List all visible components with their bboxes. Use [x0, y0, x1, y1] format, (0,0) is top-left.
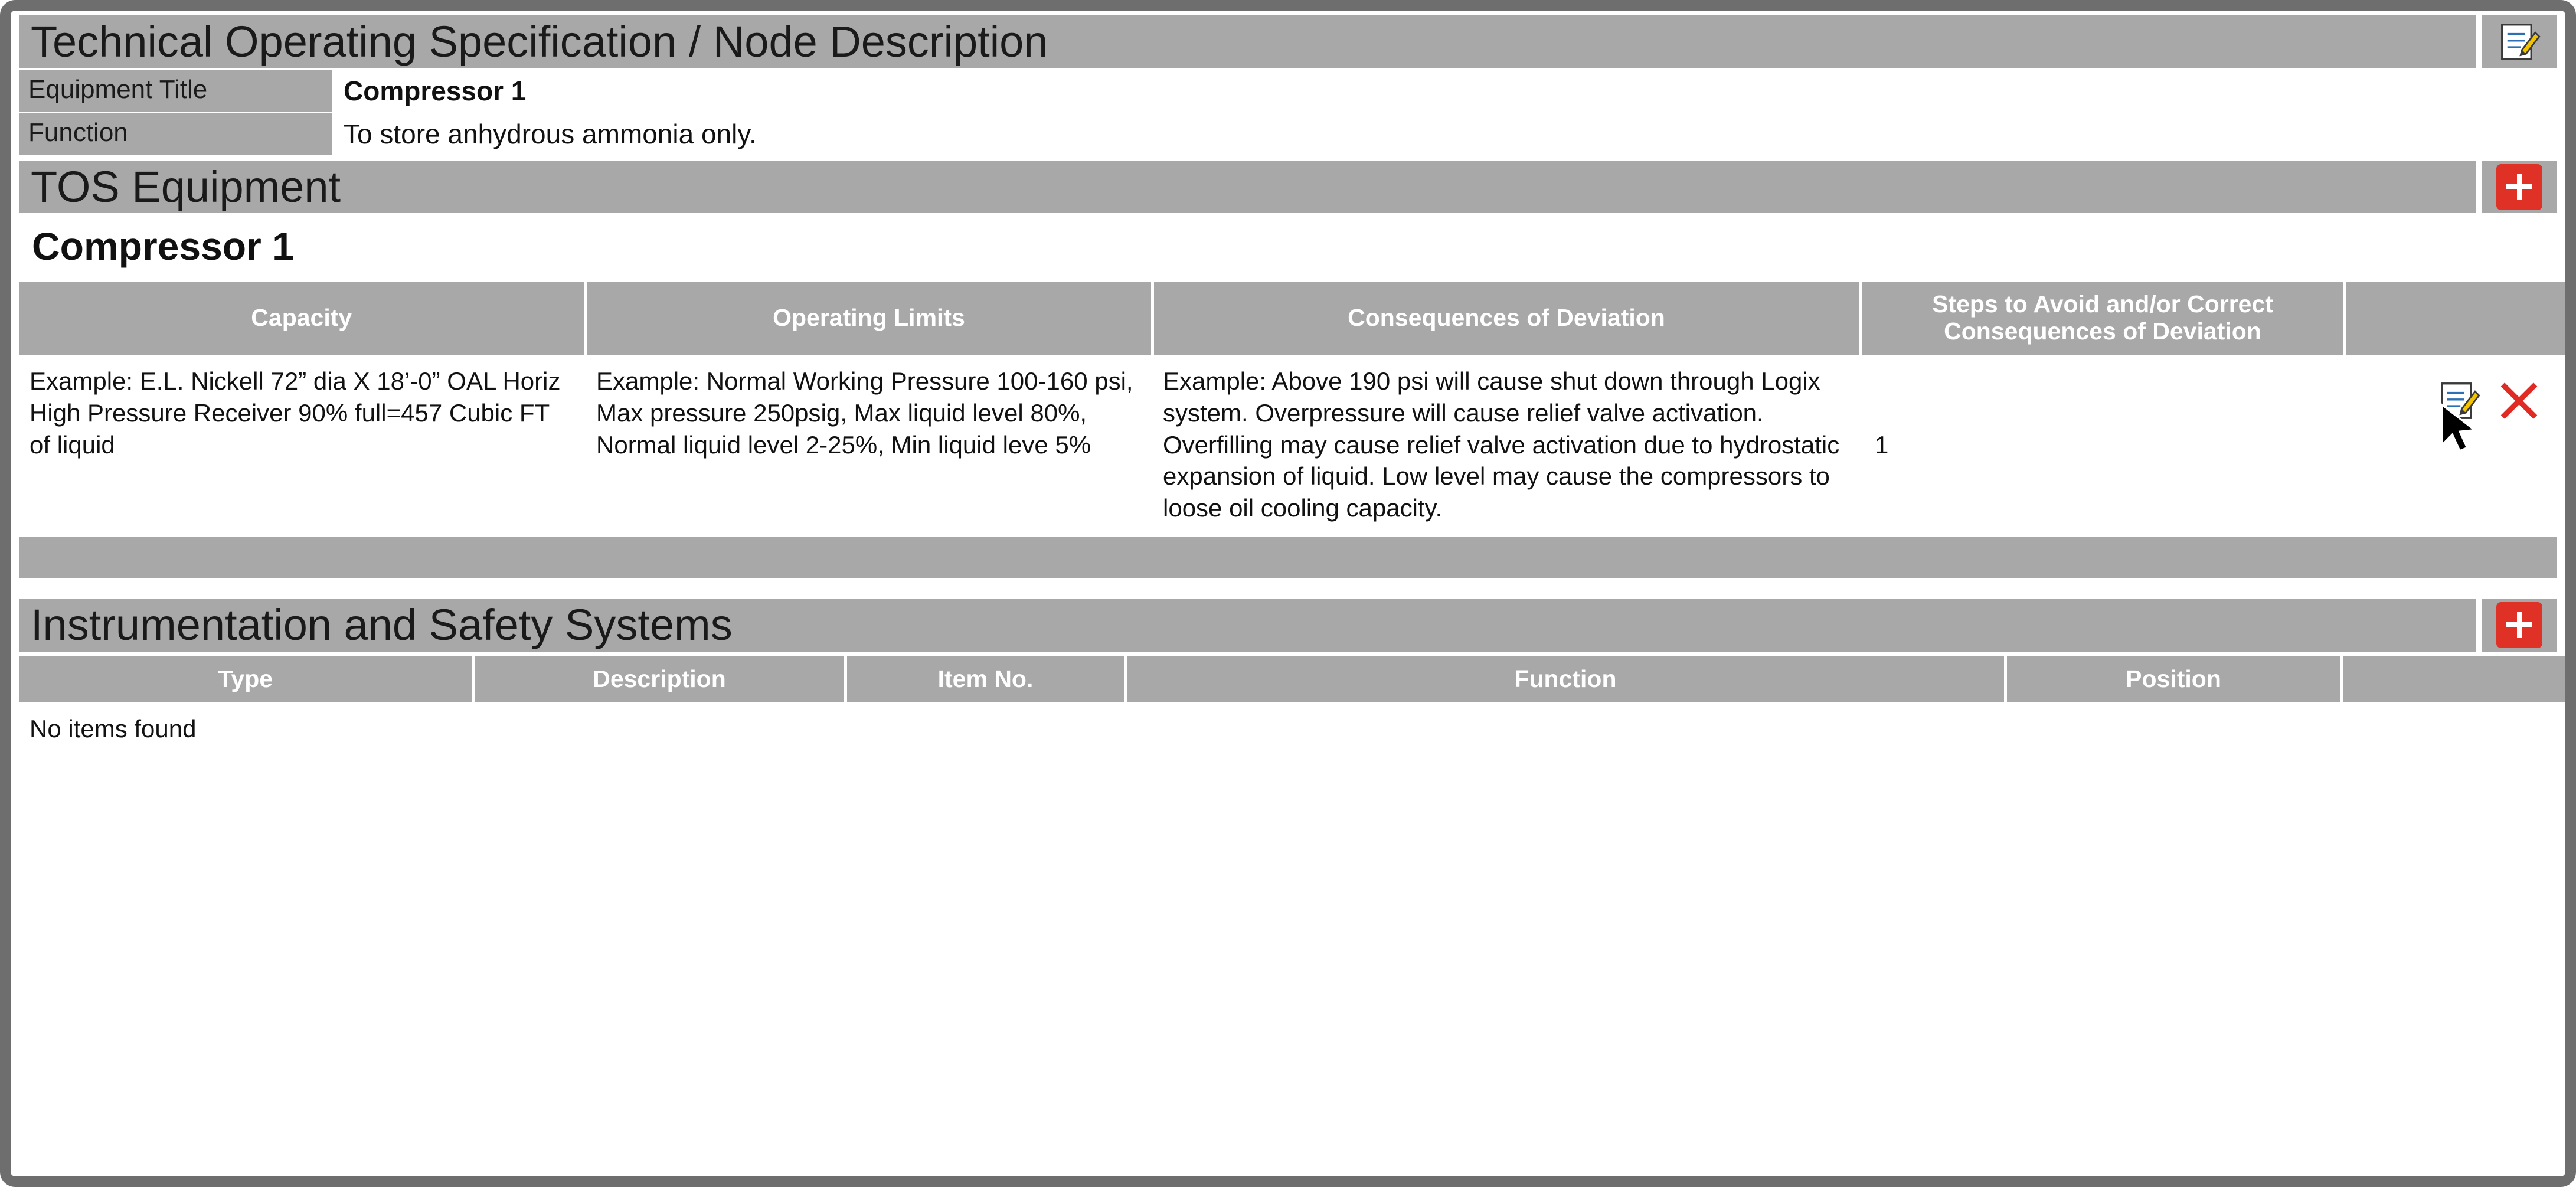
instrumentation-empty-row	[19, 702, 2569, 756]
row-edit-button[interactable]	[2438, 380, 2480, 422]
tos-section-header	[19, 15, 2557, 68]
empty-state-message: No items found	[19, 702, 2569, 756]
column-header-operating-limits: Operating Limits	[586, 282, 1152, 355]
equipment-section-header	[19, 161, 2557, 214]
column-header-steps: Steps to Avoid and/or Correct Consequences of Deviation	[1861, 282, 2345, 355]
column-header-instrumentation-actions	[2342, 656, 2569, 702]
tos-title-container	[19, 15, 2476, 68]
instrumentation-table-header-row	[19, 656, 2569, 702]
equipment-table-header-row	[19, 282, 2569, 355]
plus-icon	[2496, 602, 2542, 648]
window-content	[11, 11, 2565, 1176]
meta-label-function: Function	[19, 113, 332, 155]
column-header-function: Function	[1126, 656, 2005, 702]
equipment-add-button[interactable]	[2482, 161, 2557, 214]
equipment-name: Compressor 1	[32, 224, 294, 269]
column-header-actions	[2345, 282, 2569, 355]
column-header-type: Type	[19, 656, 473, 702]
page-title: Technical Operating Specification / Node Description	[31, 17, 1048, 66]
cell-consequences: Example: Above 190 psi will cause shut down through Logix system. Overpressure will cause relief valve activation. Overfilling may cause relief valve activation due to hydrostatic expansion of liquid. Low level may cause the compressors to loose oil cooling capacity.	[1152, 355, 1861, 535]
meta-label-equipment-title: Equipment Title	[19, 70, 332, 112]
instrumentation-section-title: Instrumentation and Safety Systems	[31, 600, 733, 649]
meta-value-function: To store anhydrous ammonia only.	[332, 113, 2557, 155]
plus-icon	[2496, 164, 2542, 210]
table-row	[19, 355, 2569, 535]
note-edit-icon	[2438, 380, 2480, 422]
cell-operating-limits: Example: Normal Working Pressure 100-160 psi, Max pressure 250psig, Max liquid level 80%, Normal liquid level 2-25%, Min liquid leve 5%	[586, 355, 1152, 535]
meta-row-function	[19, 113, 2557, 155]
cell-row-actions	[2345, 355, 2569, 535]
tos-edit-button[interactable]	[2482, 15, 2557, 68]
equipment-title-container	[19, 161, 2476, 214]
instrumentation-section-header	[19, 599, 2557, 652]
row-action-group	[2355, 365, 2558, 436]
instrumentation-title-container	[19, 599, 2476, 652]
equipment-section-title: TOS Equipment	[31, 162, 341, 211]
column-header-capacity: Capacity	[19, 282, 586, 355]
equipment-table	[19, 282, 2569, 535]
instrumentation-table	[19, 656, 2569, 756]
equipment-table-footer-bar	[19, 537, 2557, 578]
note-edit-icon	[2498, 21, 2541, 63]
column-header-consequences: Consequences of Deviation	[1152, 282, 1861, 355]
section-gap	[19, 578, 2557, 599]
row-delete-button[interactable]	[2496, 378, 2542, 424]
cell-capacity: Example: E.L. Nickell 72” dia X 18’-0” OAL Horiz High Pressure Receiver 90% full=457 Cubic FT of liquid	[19, 355, 586, 535]
column-header-item-no: Item No.	[845, 656, 1126, 702]
tos-meta-rows	[19, 70, 2557, 155]
meta-value-equipment-title: Compressor 1	[332, 70, 2557, 112]
column-header-position: Position	[2005, 656, 2342, 702]
meta-row-equipment-title	[19, 70, 2557, 112]
instrumentation-add-button[interactable]	[2482, 599, 2557, 652]
cell-steps: 1	[1861, 355, 2345, 535]
column-header-description: Description	[473, 656, 845, 702]
